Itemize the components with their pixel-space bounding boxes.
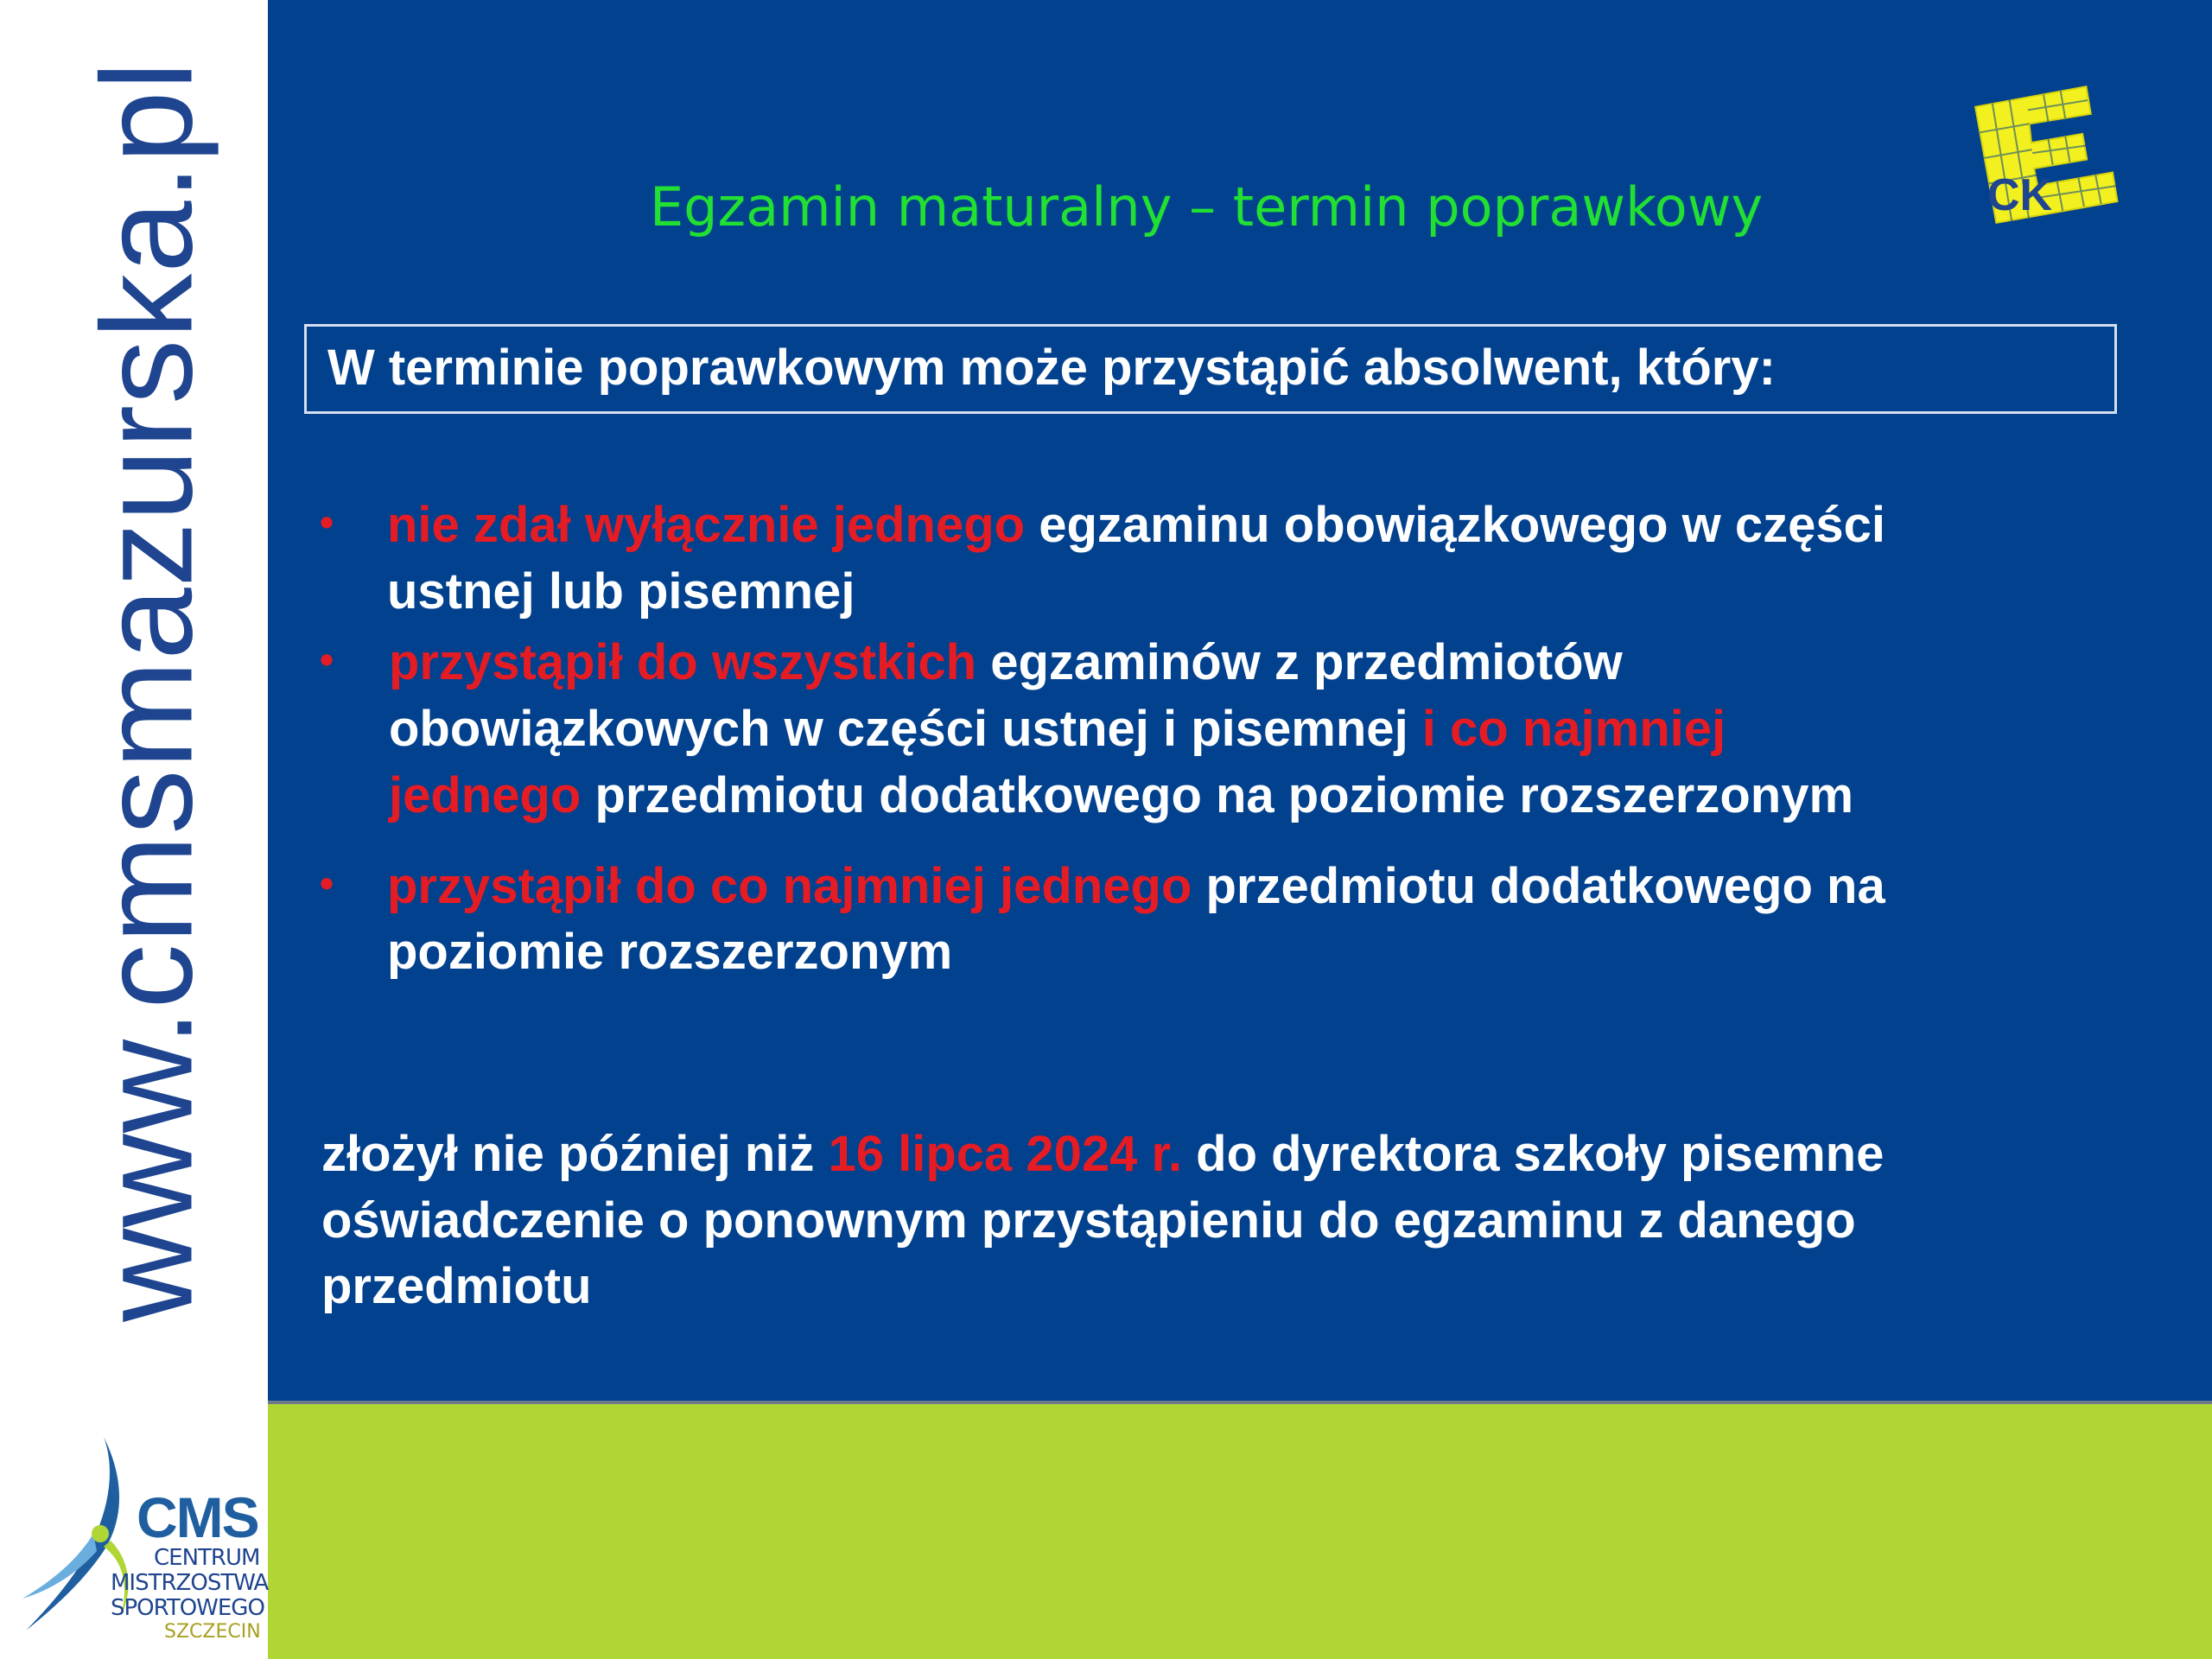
bullet-3-line-1: przystąpił do co najmniej jednego przedmiotu dodatkowego na [387, 858, 1885, 914]
intro-box [304, 324, 2117, 414]
left-sidebar [0, 0, 268, 1659]
bullet-1-line-1: nie zdał wyłącznie jednego egzaminu obowiązkowego w części [387, 497, 1885, 553]
closing-line-1: złożył nie później niż 16 lipca 2024 r. do dyrektora szkoły pisemne [321, 1126, 1885, 1182]
svg-text:CK: CK [1987, 170, 2053, 220]
bullet-1-line-2: ustnej lub pisemnej [387, 563, 855, 620]
footer-band [268, 1404, 2212, 1659]
cms-subtitle-2: MISTRZOSTWA [111, 1570, 269, 1596]
website-url: www.cmsmazurska.pl [73, 60, 219, 1322]
bullet-marker: • [320, 499, 334, 544]
bullet-2-line-1: przystąpił do wszystkich egzaminów z przedmiotów [389, 634, 1623, 690]
bullet-marker: • [320, 861, 334, 906]
bullet-2-line-3: jednego przedmiotu dodatkowego na poziomie rozszerzonym [389, 767, 1854, 823]
bullet-marker: • [320, 637, 334, 682]
cms-logo-text: CMS [137, 1485, 258, 1549]
eck-logo-icon [1972, 73, 2127, 229]
bullet-3-line-2: poziomie rozszerzonym [387, 924, 953, 980]
intro-text: W terminie poprawkowym może przystąpić absolwent, który: [327, 340, 1776, 396]
cms-city: SZCZECIN [164, 1621, 261, 1643]
closing-line-2: oświadczenie o ponownym przystąpieniu do egzaminu z danego [321, 1192, 1856, 1249]
cms-subtitle-1: CENTRUM [154, 1545, 260, 1571]
slide-title: Egzamin maturalny – termin poprawkowy [650, 175, 1764, 238]
cms-subtitle-3: SPORTOWEGO [111, 1595, 264, 1621]
closing-line-3: przedmiotu [321, 1258, 592, 1314]
bullet-2-line-2: obowiązkowych w części ustnej i pisemnej i co najmniej [389, 701, 1726, 757]
